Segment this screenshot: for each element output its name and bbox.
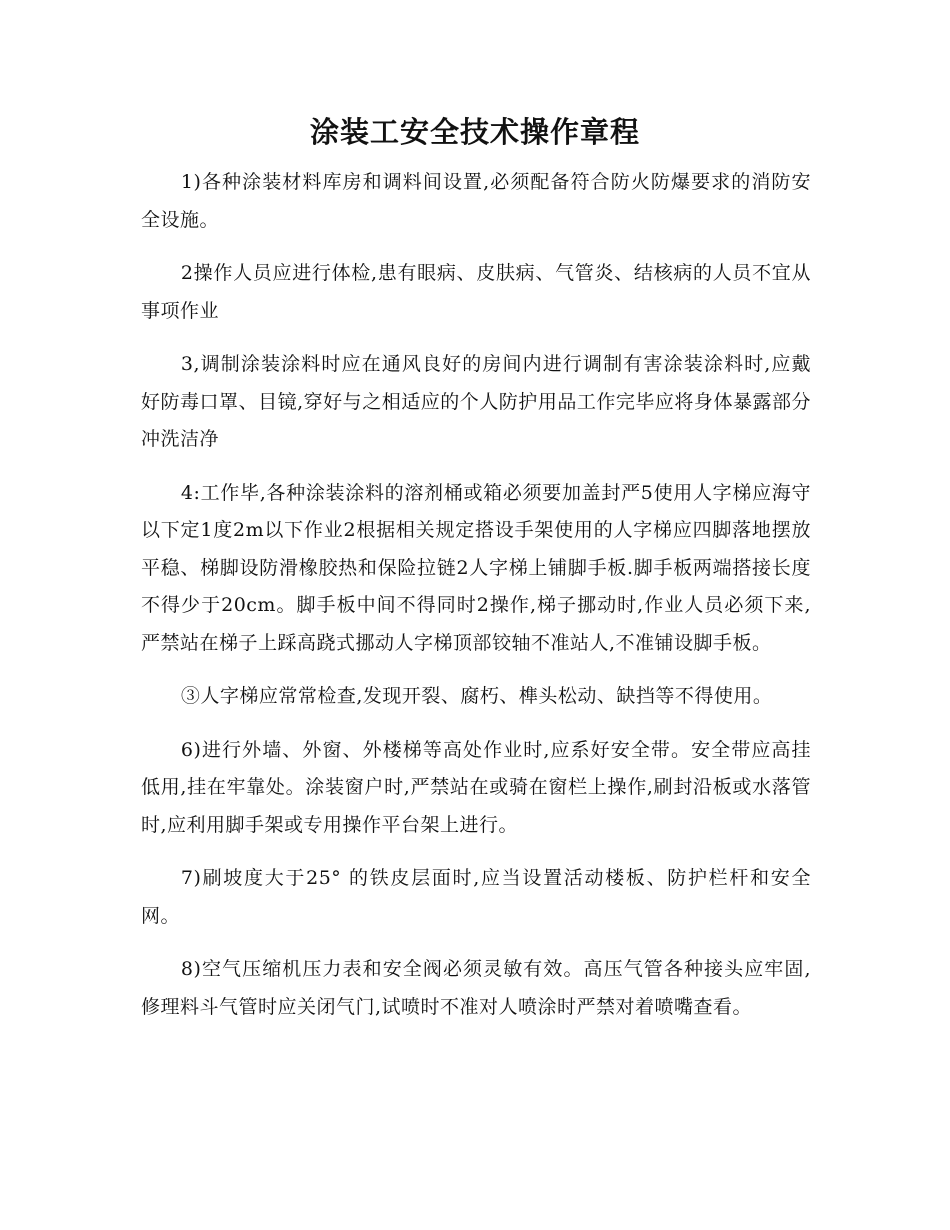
paragraph-7: 7)刷坡度大于25° 的铁皮层面时,应当设置活动楼板、防护栏杆和安全网。 — [141, 867, 811, 927]
document-body — [141, 164, 811, 1042]
paragraph-1: 1)各种涂装材料库房和调料间设置,必须配备符合防火防爆要求的消防安全设施。 — [141, 171, 811, 231]
paragraph-5: ③人字梯应常常检查,发现开裂、腐朽、榫头松动、缺挡等不得使用。 — [180, 685, 773, 707]
paragraph-8: 8)空气压缩机压力表和安全阀必须灵敏有效。高压气管各种接头应牢固,修理料斗气管时应关闭气门,试喷时不准对人喷涂时严禁对着喷嘴查看。 — [141, 958, 811, 1018]
paragraph-6: 6)进行外墙、外窗、外楼梯等高处作业时,应系好安全带。安全带应高挂低用,挂在牢靠处。涂装窗户时,严禁站在或骑在窗栏上操作,刷封沿板或水落管时,应利用脚手架或专用操作平台架上进行。 — [141, 738, 811, 836]
paragraph-3: 3,调制涂装涂料时应在通风良好的房间内进行调制有害涂装涂料时,应戴好防毒口罩、目镜,穿好与之相适应的个人防护用品工作完毕应将身体暴露部分冲洗洁净 — [141, 353, 811, 450]
paragraph-4: 4:工作毕,各种涂装涂料的溶剂桶或箱必须要加盖封严5使用人字梯应海守以下定1度2m以下作业2根据相关规定搭设手架使用的人字梯应四脚落地摆放平稳、梯脚设防滑橡胶热和保险拉链2人字梯上铺脚手板.脚手板两端搭接长度不得少于20cm。脚手板中间不得同时2操作,梯子挪动时,作业人员必须下来,严禁站在梯子上踩高跷式挪动人字梯顶部铰轴不准站人,不准铺设脚手板。 — [141, 481, 811, 654]
paragraph-2: 2操作人员应进行体检,患有眼病、皮肤病、气管炎、结核病的人员不宜从事项作业 — [141, 262, 811, 322]
document-title: 涂装工安全技术操作章程 — [309, 115, 640, 149]
